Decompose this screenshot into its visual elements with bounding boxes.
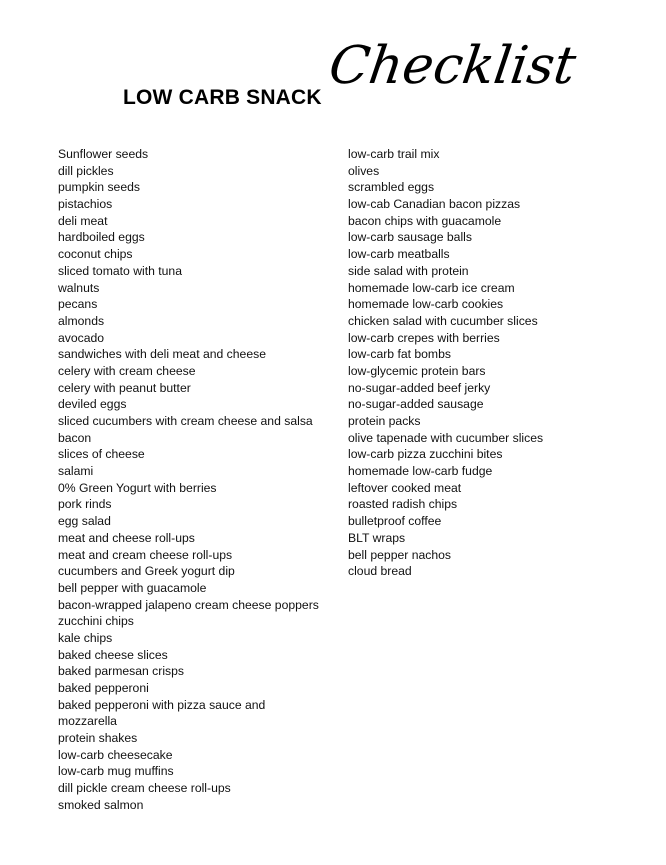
snack-list-item: olive tapenade with cucumber slices	[348, 430, 544, 445]
snack-list-item: low-cab Canadian bacon pizzas	[348, 197, 521, 212]
snack-list-item: roasted radish chips	[348, 497, 458, 512]
snack-list-item: low-carb pizza zucchini bites	[348, 447, 503, 462]
snack-list-item: cucumbers and Greek yogurt dip	[58, 564, 235, 579]
snack-list-item: pumpkin seeds	[58, 180, 140, 195]
snack-list-item: low-carb crepes with berries	[348, 330, 500, 345]
snack-list-item: deli meat	[58, 213, 108, 228]
snack-list-item: Sunflower seeds	[58, 147, 149, 161]
snack-list-item: baked parmesan crisps	[58, 664, 184, 679]
snack-list-item: meat and cream cheese roll-ups	[58, 547, 233, 562]
snack-list-item: avocado	[58, 330, 105, 345]
snack-list-item: cloud bread	[348, 564, 412, 579]
snack-list-item: celery with cream cheese	[58, 363, 196, 378]
page-title	[123, 38, 593, 118]
snack-list-item: baked pepperoni	[58, 681, 149, 695]
snack-list-item: sliced tomato with tuna	[58, 263, 182, 278]
snack-list-item: mozzarella	[58, 714, 117, 729]
snack-list-item: low-carb trail mix	[348, 147, 440, 161]
snack-list-item: baked cheese slices	[58, 647, 168, 662]
snack-list-item: pork rinds	[58, 497, 112, 512]
snack-list-item: bell pepper with guacamole	[58, 580, 207, 595]
snack-list-item: low-carb fat bombs	[348, 347, 451, 362]
snack-list-item: pecans	[58, 297, 98, 312]
snack-list-item: low-carb cheesecake	[58, 747, 173, 762]
snack-list-item: bacon	[58, 430, 92, 445]
snack-list-item: kale chips	[58, 630, 113, 645]
snack-list-item: deviled eggs	[58, 397, 127, 412]
snack-list-item: no-sugar-added beef jerky	[348, 380, 491, 395]
snack-list-item: bulletproof coffee	[348, 514, 442, 529]
snack-list-item: low-carb sausage balls	[348, 230, 472, 245]
snack-list-item: low-glycemic protein bars	[348, 363, 486, 378]
snack-list-item: no-sugar-added sausage	[348, 397, 484, 412]
title-main-text: LOW CARB SNACK	[123, 86, 322, 109]
snack-list-item: low-carb meatballs	[348, 247, 450, 262]
snack-list-item: protein shakes	[58, 731, 138, 746]
snack-list-item: olives	[348, 163, 380, 178]
snack-list-item: scrambled eggs	[348, 180, 435, 195]
snack-list-item: BLT wraps	[348, 530, 406, 545]
snack-list-item: walnuts	[58, 280, 100, 295]
snack-list-item: sliced cucumbers with cream cheese and salsa	[58, 414, 313, 428]
snack-list-item: leftover cooked meat	[348, 480, 462, 495]
snack-list-item: homemade low-carb cookies	[348, 297, 504, 312]
snack-list-item: chicken salad with cucumber slices	[348, 313, 538, 328]
snack-list-item: homemade low-carb ice cream	[348, 280, 515, 295]
snack-list-item: pistachios	[58, 197, 113, 212]
snack-list-item: low-carb mug muffins	[58, 764, 174, 779]
snack-list-item: baked pepperoni with pizza sauce and	[58, 697, 266, 712]
snack-list-item: meat and cheese roll-ups	[58, 530, 195, 545]
snack-list-item: egg salad	[58, 514, 111, 529]
snack-list-item: sandwiches with deli meat and cheese	[58, 347, 266, 362]
snack-list-item: slices of cheese	[58, 447, 145, 462]
snack-list-item: side salad with protein	[348, 263, 469, 278]
snack-list-item: hardboiled eggs	[58, 230, 145, 245]
snack-list-item: dill pickles	[58, 163, 114, 178]
snack-list-item: smoked salmon	[58, 797, 144, 812]
snack-list-item: zucchini chips	[58, 614, 134, 629]
title-script-text: Checklist	[325, 36, 580, 96]
snack-list-item: coconut chips	[58, 247, 133, 262]
snack-list-item: protein packs	[348, 414, 421, 428]
snack-list-item: bacon-wrapped jalapeno cream cheese poppers	[58, 597, 319, 612]
left-snack-list	[58, 146, 319, 814]
snack-list-item: homemade low-carb fudge	[348, 464, 493, 479]
snack-list-item: dill pickle cream cheese roll-ups	[58, 781, 231, 796]
snack-list-item: bacon chips with guacamole	[348, 213, 502, 228]
snack-list-item: salami	[58, 464, 94, 479]
snack-list-item: bell pepper nachos	[348, 547, 451, 562]
snack-list-item: celery with peanut butter	[58, 380, 191, 395]
snack-list-item: almonds	[58, 313, 105, 328]
snack-list-item: 0% Green Yogurt with berries	[58, 480, 217, 495]
right-snack-list	[348, 146, 543, 580]
